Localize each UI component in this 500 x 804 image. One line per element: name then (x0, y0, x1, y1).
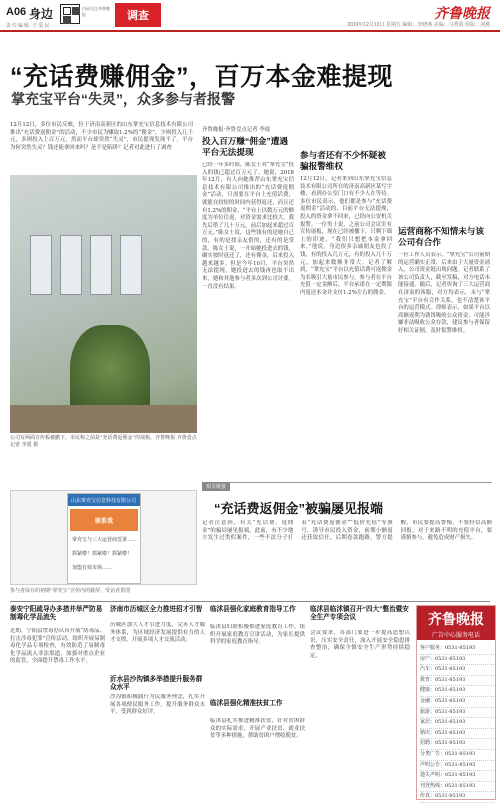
col4-text: 一位工作人员表示，“掌充宝”公司前期的运营确实正常，后来由于大量资金涌入，公司资金链出现问题。记者联系了该公司负责人，截至发稿，对方电话未能接通。随后，记者咨询了三大运营商在济南的客服，对方均表示，未与“掌充宝”平台有合作关系，也不清楚该平台的运营模式。律师表示，如果平台以高额返利为诱饵吸收公众资金，可能涉嫌非法吸收公众存款，建议参与者保留好相关证据，及时报警维权。 (398, 252, 490, 334)
ad-line: 金融：0531-85193 (420, 697, 494, 708)
qr-code-icon (60, 4, 80, 24)
section-divider (10, 601, 490, 602)
display-board (30, 235, 52, 295)
photo-caption: 公司有两面宣传板被撤下，市民称之前是“充话费返佣金”的展板。齐鲁晚报·齐鲁壹点记者 李震 摄 (10, 435, 197, 448)
ad-line: 房产：0531-85193 (420, 655, 494, 666)
ad-header (417, 606, 495, 640)
sub-headline: 掌充宝平台“失灵”，众多参与者报警 (11, 91, 235, 107)
brief-text: 临沭县妇联积极推进家庭教育工作，组织开展家庭教育宣讲活动，为家长提供科学的家庭教育指导。 (210, 624, 305, 646)
main-headline: “充话费赚佣金”，百万本金难提现 (10, 63, 394, 91)
related-link-bar (202, 482, 492, 492)
ad-subtitle: 广告中心服务电话 (431, 632, 480, 639)
app-line: 掌充宝与三大运营商签署…… (72, 537, 138, 543)
ad-line: 健康：0531-85193 (420, 686, 494, 697)
page-header (0, 0, 500, 36)
ad-line: 声明公告：0531-85193 (420, 761, 494, 772)
ad-line: 传真：0531-85193 (420, 792, 494, 803)
col3-heading: 参与者还有不少怀疑被骗报警维权 (300, 150, 386, 171)
brief-text: 历城区加大人才引进力度，完善人才服务体系，为区域经济发展提供有力的人才支撑，开展多项人才交流活动。 (110, 622, 205, 644)
ad-line: 旅游：0531-85193 (420, 708, 494, 719)
brief-text: 临沭县扎实推进精准扶贫，针对贫困群众的实际需求，开展产业扶贫、就业扶贫等多种措施，帮助贫困户增收脱贫。 (210, 718, 305, 740)
brief-text: 近期，宁阳县禁毒办认真开展“防毒品、打击涉毒犯罪”宣传活动，组织开展易制毒化学品专项检查，有效防范了易制毒化学品流入非法渠道，加强对重点企业的监管，全面提升禁毒工作水平。 (10, 628, 105, 665)
ad-line: 教育：0531-85193 (420, 676, 494, 687)
ad-line: 客户服务：0531-85193 (420, 644, 494, 655)
ad-line: 汽车：0531-85193 (420, 665, 494, 676)
brief-heading: 临沭县强化精准扶贫工作 (210, 700, 283, 707)
col4-heading: 运营商称不知情未与该公司有合作 (398, 226, 484, 247)
table (10, 405, 197, 433)
editor-names: 责任编辑 王爱民 (6, 23, 51, 29)
office-photo (10, 175, 197, 433)
section-tag: 调查 (115, 3, 161, 27)
display-board (60, 235, 82, 295)
screenshot-photo (10, 490, 197, 585)
phone-screen (67, 493, 141, 584)
section-name: 身边 (29, 7, 54, 21)
app-banner: 联系我 (70, 509, 138, 531)
ad-line: 婚庆：0531-85193 (420, 729, 494, 740)
brief-heading: 临沭县临沭镇召开“四大”整治暨安全生产专项会议 (310, 606, 409, 622)
date-line: 2019年12月13日 星期五 编辑：李晓燕 美编：马秀霞 组版：刘燕 (347, 22, 490, 28)
ad-phone-list (420, 644, 494, 803)
brief-heading: 临沭县强化家庭教育指导工作 (210, 606, 296, 613)
brief-heading: 沂水县沙沟镇多举措提升服务群众水平 (110, 676, 203, 692)
app-line: 加盟有效市场…… (72, 565, 113, 571)
related-headline: “充话费返佣金”被骗屡见报端 (214, 501, 384, 516)
app-line: 抓紧啦！抓紧啦！抓紧啦！ (72, 551, 133, 557)
lead-paragraph: 12月12日，多位市民反映，位于济南高新区的山东掌充宝信息技术有限公司推出“充话费返佣金”的活动，不少市民为赚取1.2%的“佣金”，少则投入几千元，多则投入上百万元，然而平台却突然“失灵”，市民提现发现不了。平台为何突然失灵？钱还能拿回来吗？是不是陷阱？记者对此进行了调查 (10, 122, 193, 151)
brief-heading: 济南市历城区全力推进招才引智 (110, 606, 203, 613)
brief-text: 会议要求，各部门要进一步提高思想认识，压实安全责任，深入开展安全隐患排查整治，确保全镇安全生产形势持续稳定。 (310, 630, 410, 659)
related-text: 记者注意到，有关“充话费、返佣金”的骗局屡见报端。此前，有不少地方发生过类似案件，一些不法分子打着“充话费返佣金”“低价充值”等旗号，诱导市民投入资金，前期小额返还获取信任，后期卷款跑路。警方提醒，市民要提高警惕，不要轻信高额回报，对于来路不明的充值平台，要谨慎参与，避免造成财产损失。 (202, 520, 492, 542)
ad-title: 齐鲁晚报 (428, 611, 484, 627)
col2-heading: 投入百万赚“佣金”遭遇平台无法提现 (202, 136, 288, 157)
brief-heading: 泰安宁阳疏导办多措并举严防易制毒化学品流失 (10, 606, 103, 622)
newspaper-logo: 齐鲁晚报 (434, 6, 490, 22)
header-rule (0, 30, 500, 32)
ad-line: 家居：0531-85193 (420, 718, 494, 729)
ad-service-box (416, 605, 496, 800)
byline: 齐鲁晚报·齐鲁壹点记者 李震 (202, 127, 271, 133)
ad-line: 刊登热线：0531-85193 (420, 782, 494, 793)
qr-caption: 扫码关注齐鲁晚报 (82, 6, 110, 17)
display-board (90, 235, 112, 295)
related-link-label: 相关链接 (202, 482, 230, 491)
ad-line: 遗失声明：0531-85193 (420, 771, 494, 782)
col2-text: 已经一年多时间，陈女士对“掌充宝”投入的钱已超过百万元了。她说，2018年12月，有人向她推荐山东掌充宝信息技术有限公司推出的“充话费返佣金”活动，只需要在平台上充值话费，就能在较短的时间内获得返还，而且还有1.2%的佣金。“平台上以数万元的额度为单位往返，对资金需求比较大，我先后借了几十万元，前后加起来超过百万元。”陈女士说，这些钱有的是她自己的，有的是找亲友借的，还有的是贷款。陈女士说，一开始她投进去的钱，确实按时返还了，还有佣金，后来投入越来越多。但是今年10月，平台突然无法提现，她投进去的钱再也取不出来，她和其他参与者多次到公司讨要，一直没有结果。 (202, 162, 294, 290)
brief-text: 沙沟镇积极践行为民服务理念，扎实开展各项便民服务工作，提升服务群众水平，受到群众好评。 (110, 694, 205, 716)
display-board (120, 235, 142, 295)
col3-text: 12月12日，记者来到山东掌充宝信息技术有限公司所在的济南高新区某写字楼，看到办公室门口有不少人在等待。多位市民表示，他们都是参与“充话费返佣金”活动的，目前平台无法提现，投入的资金拿不回来，已经向公安机关报警。一位男士说，之前公司会议室有宣传展板，现在已经被撤下，只剩下墙上的印迹。“我们只想把本金拿回来。”他说，身边很多亲戚朋友也投了钱，有的投入几万元，有的投入几十万元，加起来数额非常大。记者了解到，“掌充宝”平台以充值话费可返佣金为名吸引大量市民参与，参与者在平台充值一定金额后，平台承诺在一定期限内返还本金并支付1.2%左右的佣金。 (300, 176, 392, 296)
screenshot-caption: 参与者保存的初期“掌充宝”宣传内的截屏。受访者供图 (10, 588, 131, 594)
ad-line: 分类广告：0531-85193 (420, 750, 494, 761)
page-number: A06 (6, 6, 27, 18)
app-title: 山东掌充宝信息科技有限公司 (68, 494, 140, 506)
ad-line: 招聘：0531-85193 (420, 739, 494, 750)
